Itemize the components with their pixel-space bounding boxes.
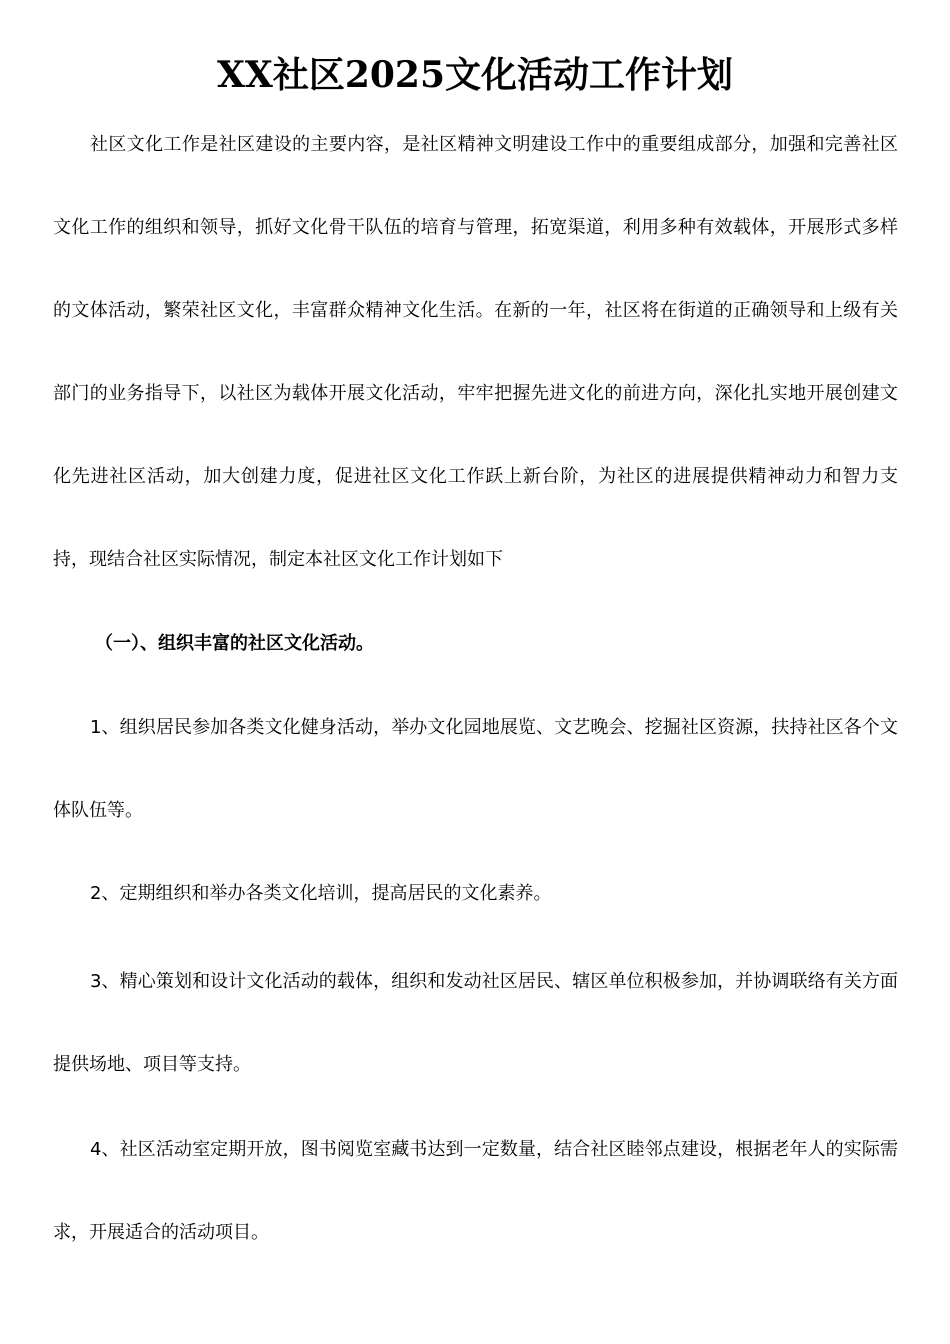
- document-title: XX社区2025文化活动工作计划: [216, 54, 734, 96]
- list-item: 2、定期组织和举办各类文化培训，提高居民的文化素养。: [90, 883, 552, 904]
- section-heading: （一）、组织丰富的社区文化活动。: [95, 633, 374, 654]
- list-item: 3、精心策划和设计文化活动的载体，组织和发动社区居民、辖区单位积极参加，并协调联络有关方面提供场地、项目等支持。: [53, 971, 898, 1075]
- intro-paragraph: 社区文化工作是社区建设的主要内容，是社区精神文明建设工作中的重要组成部分，加强和完善社区文化工作的组织和领导，抓好文化骨干队伍的培育与管理，拓宽渠道，利用多种有效载体，开展形式多样的文体活动，繁荣社区文化，丰富群众精神文化生活。在新的一年，社区将在街道的正确领导和上级有关部门的业务指导下，以社区为载体开展文化活动，牢牢把握先进文化的前进方向，深化扎实地开展创建文化先进社区活动，加大创建力度，促进社区文化工作跃上新台阶，为社区的进展提供精神动力和智力支持，现结合社区实际情况，制定本社区文化工作计划如下: [53, 134, 898, 570]
- list-item: 1、组织居民参加各类文化健身活动，举办文化园地展览、文艺晚会、挖掘社区资源，扶持社区各个文体队伍等。: [53, 717, 898, 821]
- list-item: 4、社区活动室定期开放，图书阅览室藏书达到一定数量，结合社区睦邻点建设，根据老年人的实际需求，开展适合的活动项目。: [53, 1139, 898, 1243]
